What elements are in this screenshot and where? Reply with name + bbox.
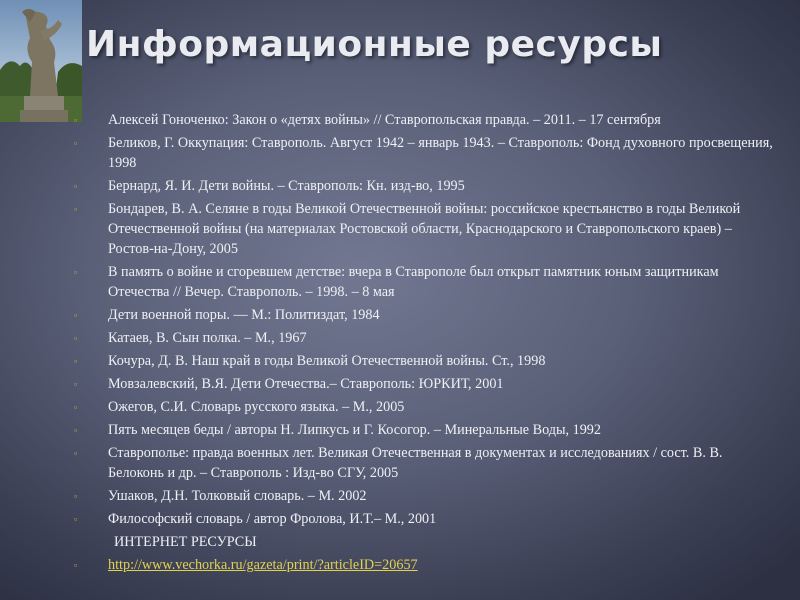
bullet-icon: ▫: [74, 560, 78, 570]
bullet-icon: ▫: [74, 425, 78, 435]
list-item: ▫ Пять месяцев беды / авторы Н. Липкусь и Г. Косогор. – Минеральные Воды, 1992: [74, 422, 601, 438]
monument-photo: [0, 0, 82, 122]
list-item: ▫ Ушаков, Д.Н. Толковый словарь. – М. 2002: [74, 488, 367, 504]
slide-title: Информационные ресурсы: [86, 24, 663, 65]
list-item: ▫ Мовзалевский, В.Я. Дети Отечества.– Ставрополь: ЮРКИТ, 2001: [74, 376, 504, 392]
list-item: ▫ Ожегов, С.И. Словарь русского языка. – М., 2005: [74, 399, 405, 415]
list-item: [74, 555, 774, 575]
list-item: ▫ Беликов, Г. Оккупация: Ставрополь. Август 1942 – январь 1943. – Ставрополь: Фонд духовного просвещения, 1998: [74, 135, 773, 171]
list-item: ▫ Алексей Гоноченко: Закон о «детях войны» // Ставропольская правда. – 2011. – 17 сентября: [74, 112, 661, 128]
list-item: ▫ Бернард, Я. И. Дети войны. – Ставрополь: Кн. изд-во, 1995: [74, 178, 465, 194]
list-item: ▫ Дети военной поры. — М.: Политиздат, 1984: [74, 307, 380, 323]
article-link[interactable]: http://www.vechorka.ru/gazeta/print/?articleID=20657: [108, 557, 418, 573]
bullet-icon: ▫: [74, 115, 78, 125]
bullet-icon: ▫: [74, 181, 78, 191]
bullet-icon: ▫: [74, 514, 78, 524]
reference-list: [74, 110, 774, 578]
bullet-icon: ▫: [74, 379, 78, 389]
bullet-icon: ▫: [74, 310, 78, 320]
list-item: ▫ Бондарев, В. А. Селяне в годы Великой Отечественной войны: российское крестьянство в годы Великой Отечественной войны (на материалах Ростовской области, Краснодарского и Ставропольского краев) – Ростов-на-Дону, 2005: [74, 201, 741, 257]
bullet-icon: ▫: [74, 267, 78, 277]
list-item: ▫ Катаев, В. Сын полка. – М., 1967: [74, 330, 307, 346]
bullet-icon: ▫: [74, 333, 78, 343]
bullet-icon: ▫: [74, 402, 78, 412]
internet-resources-heading: ИНТЕРНЕТ РЕСУРСЫ: [114, 534, 257, 550]
list-item: ▫ Философский словарь / автор Фролова, И.Т.– М., 2001: [74, 511, 437, 527]
list-item: ▫ Кочура, Д. В. Наш край в годы Великой Отечественной войны. Ст., 1998: [74, 353, 546, 369]
list-item: ▫ Ставрополье: правда военных лет. Великая Отечественная в документах и исследованиях / сост. В. В. Белоконь и др. – Ставрополь : Изд-во СГУ, 2005: [74, 445, 723, 481]
bullet-icon: ▫: [74, 448, 78, 458]
bullet-icon: ▫: [74, 138, 78, 148]
bullet-icon: ▫: [74, 491, 78, 501]
list-item: ▫ В память о войне и сгоревшем детстве: вчера в Ставрополе был открыт памятник юным защитникам Отечества // Вечер. Ставрополь. – 1998. – 8 мая: [74, 264, 719, 300]
bullet-icon: ▫: [74, 356, 78, 366]
bullet-icon: ▫: [74, 204, 78, 214]
